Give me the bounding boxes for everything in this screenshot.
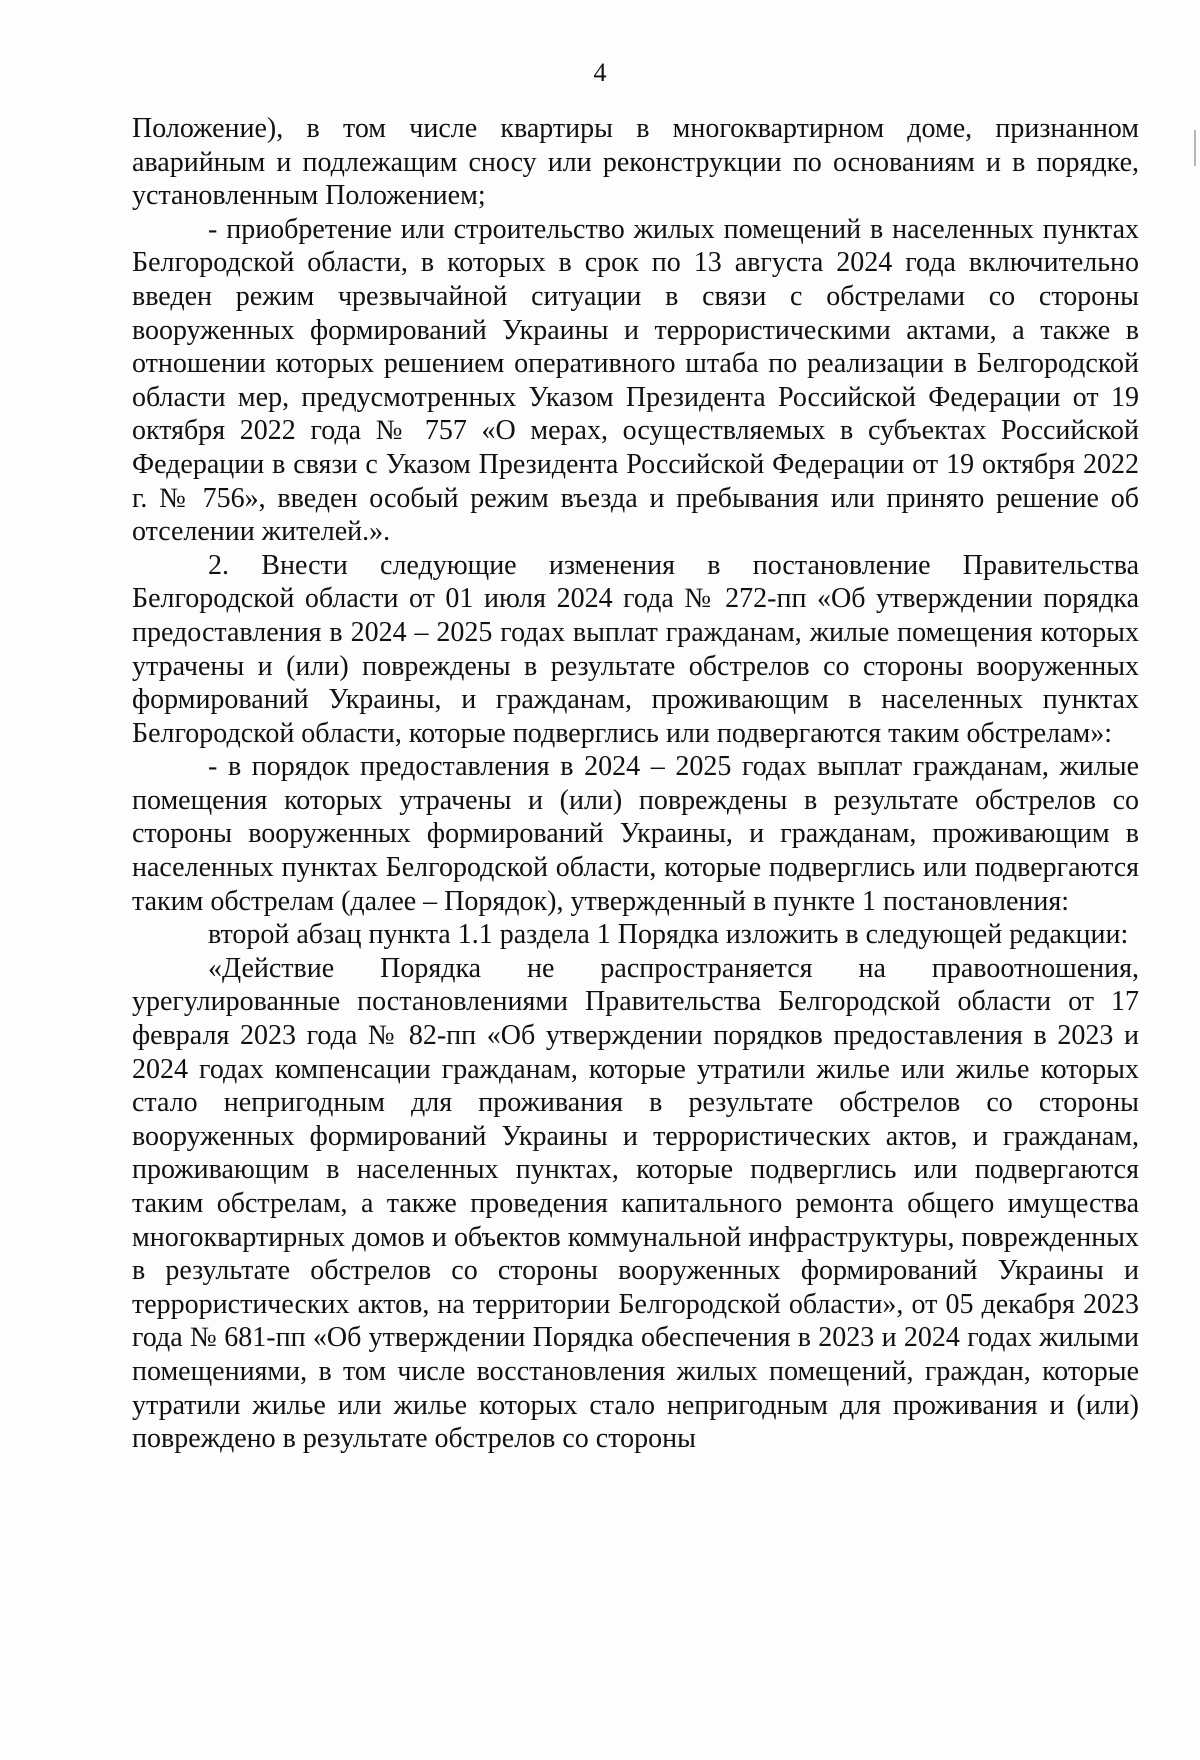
paragraph-3: 2. Внести следующие изменения в постановление Правительства Белгородской области от 01 июля 2024 года № 272-пп «Об утверждении порядка предоставления в 2024 – 2025 годах выплат гражданам, жилые помещения которых утрачены и (или) повреждены в результате обстрелов со стороны вооруженных формирований Украины, и гражданам, проживающим в населенных пунктах Белгородской области, которые подверглись или подвергаются таким обстрелам»: bbox=[132, 549, 1139, 749]
paragraph-1: Положение), в том числе квартиры в многоквартирном доме, признанном аварийным и подлежащим сносу или реконструкции по основаниям и в порядке, установленным Положением; bbox=[132, 113, 1139, 212]
document-body bbox=[132, 112, 1139, 1456]
paragraph-5: второй абзац пункта 1.1 раздела 1 Порядка изложить в следующей редакции: bbox=[208, 919, 1129, 951]
paragraph-4: - в порядок предоставления в 2024 – 2025 годах выплат гражданам, жилые помещения которых утрачены и (или) повреждены в результате обстрелов со стороны вооруженных формирований Украины, и гражданам, проживающим в населенных пунктах Белгородской области, которые подверглись или подвергаются таким обстрелам (далее – Порядок), утвержденный в пункте 1 постановления: bbox=[132, 751, 1139, 917]
paragraph-6: «Действие Порядка не распространяется на правоотношения, урегулированные постановлениями Правительства Белгородской области от 17 февраля 2023 года № 82-пп «Об утверждении порядков предоставления в 2023 и 2024 годах компенсации гражданам, которые утратили жилье или жилье которых стало непригодным для проживания в результате обстрелов со стороны вооруженных формирований Украины и террористических актов, и гражданам, проживающим в населенных пунктах, которые подверглись или подвергаются таким обстрелам, а также проведения капитального ремонта общего имущества многоквартирных домов и объектов коммунальной инфраструктуры, поврежденных в результате обстрелов со стороны вооруженных формирований Украины и террористических актов, на территории Белгородской области», от 05 декабря 2023 года № 681-пп «Об утверждении Порядка обеспечения в 2023 и 2024 годах жилыми помещениями, в том числе восстановления жилых помещений, граждан, которые утратили жилье или жилье которых стало непригодным для проживания и (или) повреждено в результате обстрелов со стороны bbox=[132, 952, 1139, 1455]
paragraph-2: - приобретение или строительство жилых помещений в населенных пунктах Белгородской области, в которых в срок по 13 августа 2024 года включительно введен режим чрезвычайной ситуации в связи с обстрелами со стороны вооруженных формирований Украины и террористическими актами, а также в отношении которых решением оперативного штаба по реализации в Белгородской области мер, предусмотренных Указом Президента Российской Федерации от 19 октября 2022 года № 757 «О мерах, осуществляемых в субъектах Российской Федерации в связи с Указом Президента Российской Федерации от 19 октября 2022 г. № 756», введен особый режим въезда и пребывания или принято решение об отселении жителей.». bbox=[132, 213, 1139, 548]
scan-edge-mark bbox=[1194, 130, 1196, 166]
page-number: 4 bbox=[593, 58, 607, 87]
